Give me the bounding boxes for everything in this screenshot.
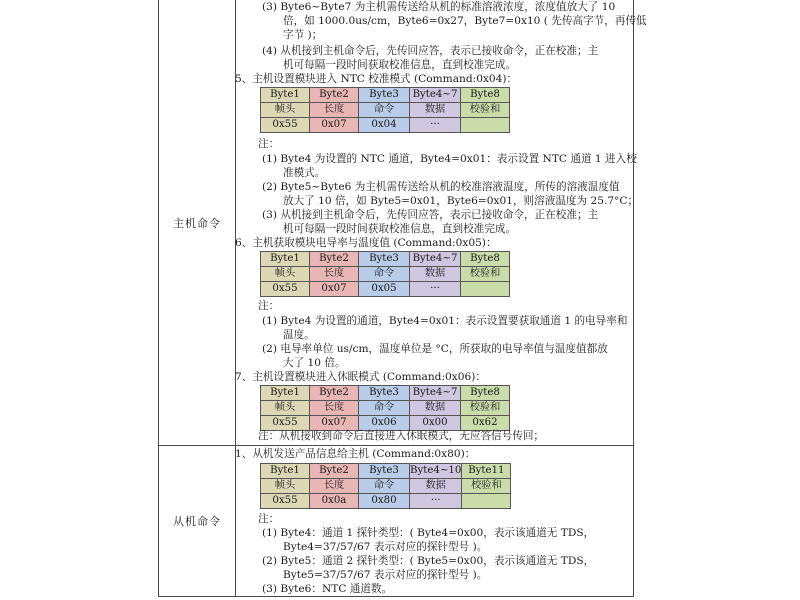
name-cell: 数据: [410, 479, 462, 494]
slave-command-row: [159, 446, 633, 596]
name-cell: 长度: [310, 103, 359, 118]
packet-table-product-info: [260, 463, 511, 509]
name-cell: 校验和: [461, 103, 510, 118]
packet-table-sleep-mode: [260, 385, 510, 431]
text-line: 机可每隔一段时间获取校准信息，直到校准完成。: [283, 59, 517, 71]
header-cell: Byte2: [310, 386, 359, 401]
value-cell: [462, 494, 511, 509]
text-line: (3) Byte6~Byte7 为主机需传送给从机的标准溶液浓度，浓度值放大了 10: [262, 1, 616, 13]
name-cell: 长度: [310, 479, 359, 494]
header-cell: Byte3: [359, 464, 410, 479]
slave-command-label: 从机命令: [159, 446, 236, 596]
text-line: 倍，如 1000.0us/cm，Byte6=0x27，Byte7=0x10 ( 先传高字节，再传低: [283, 15, 647, 27]
header-cell: Byte4~7: [410, 252, 461, 267]
section-heading: 7、主机设置模块进入休眠模式 (Command:0x06)：: [235, 371, 486, 383]
name-cell: 数据: [410, 267, 461, 282]
header-cell: Byte1: [261, 464, 310, 479]
name-cell: 长度: [310, 267, 359, 282]
slave-command-content: [236, 446, 633, 596]
note-label: 注：从机接收到命令后直接进入休眠模式，无应答信号传回；: [258, 430, 545, 442]
text-line: (3) 从机接到主机命令后，先传回应答，表示已接收命令，正在校准；主: [262, 209, 599, 221]
text-line: (1) Byte4：通道 1 探针类型：( Byte4=0x00，表示该通道无 TDS，: [262, 527, 595, 539]
section-heading: 6、主机获取模块电导率与温度值 (Command:0x05)：: [235, 237, 497, 249]
header-cell: Byte1: [261, 386, 310, 401]
value-cell: ···: [410, 118, 461, 133]
value-cell: 0x07: [310, 118, 359, 133]
protocol-document: [158, 0, 647, 597]
section-heading: 1、从机发送产品信息给主机 (Command:0x80)：: [235, 448, 476, 460]
value-cell: 0x04: [359, 118, 410, 133]
name-cell: 帧头: [261, 267, 310, 282]
text-line: 机可每隔一段时间获取校准信息，直到校准完成。: [283, 223, 517, 235]
header-cell: Byte2: [310, 464, 359, 479]
header-cell: Byte4~7: [410, 88, 461, 103]
text-line: (2) Byte5~Byte6 为主机需传送给从机的校准溶液温度，所传的溶液温度值: [262, 181, 620, 193]
value-cell: 0x55: [261, 282, 310, 297]
name-cell: 命令: [359, 103, 410, 118]
header-cell: Byte4~7: [410, 386, 461, 401]
name-cell: 校验和: [461, 401, 510, 416]
value-cell: [461, 118, 510, 133]
note-label: 注：: [258, 138, 280, 150]
value-cell: 0x0a: [310, 494, 359, 509]
text-line: 字节 )；: [283, 29, 323, 41]
text-line: 大了 10 倍。: [283, 357, 346, 369]
text-line: (2) 电导率单位 us/cm，温度单位是 °C，所获取的电导率值与温度值都放: [262, 343, 608, 355]
name-cell: 校验和: [462, 479, 511, 494]
host-command-row: [159, 0, 647, 446]
value-cell: 0x07: [310, 416, 359, 431]
text-line: (3) Byte6：NTC 通道数。: [262, 583, 393, 595]
header-cell: Byte4~10: [410, 464, 462, 479]
text-line: Byte4=37/57/67 表示对应的探针型号 )。: [283, 541, 488, 553]
value-cell: ···: [410, 282, 461, 297]
value-cell: 0x55: [261, 416, 310, 431]
note-label: 注：: [258, 300, 280, 312]
text-line: 放大了 10 倍，如 Byte5=0x01，Byte6=0x01，则溶液温度为 25.7°C；: [283, 195, 639, 207]
header-cell: Byte11: [462, 464, 511, 479]
header-cell: Byte8: [461, 386, 510, 401]
text-line: (1) Byte4 为设置的 NTC 通道，Byte4=0x01：表示设置 NTC 通道 1 进入校: [262, 153, 637, 165]
header-cell: Byte8: [461, 88, 510, 103]
value-cell: 0x55: [261, 118, 310, 133]
header-cell: Byte3: [359, 88, 410, 103]
value-cell: [461, 282, 510, 297]
value-cell: 0x06: [359, 416, 410, 431]
name-cell: 命令: [359, 267, 410, 282]
name-cell: 数据: [410, 401, 461, 416]
name-cell: 校验和: [461, 267, 510, 282]
name-cell: 帧头: [261, 479, 310, 494]
header-cell: Byte1: [261, 88, 310, 103]
text-line: (2) Byte5：通道 2 探针类型：( Byte5=0x00，表示该通道无 TDS，: [262, 555, 595, 567]
text-line: (1) Byte4 为设置的通道，Byte4=0x01：表示设置要获取通道 1 的电导率和: [262, 315, 628, 327]
name-cell: 帧头: [261, 103, 310, 118]
header-cell: Byte1: [261, 252, 310, 267]
text-line: 温度。: [283, 329, 315, 341]
note-label: 注：: [258, 513, 280, 525]
name-cell: 命令: [359, 401, 410, 416]
name-cell: 长度: [310, 401, 359, 416]
section-heading: 5、主机设置模块进入 NTC 校准模式 (Command:0x04)：: [235, 73, 518, 85]
header-cell: Byte2: [310, 88, 359, 103]
text-line: 准模式。: [283, 167, 326, 179]
header-cell: Byte2: [310, 252, 359, 267]
value-cell: 0x55: [261, 494, 310, 509]
value-cell: 0x62: [461, 416, 510, 431]
name-cell: 数据: [410, 103, 461, 118]
value-cell: 0x80: [359, 494, 410, 509]
packet-table-get-conductivity: [260, 251, 510, 297]
header-cell: Byte3: [359, 386, 410, 401]
value-cell: 0x07: [310, 282, 359, 297]
value-cell: ···: [410, 494, 462, 509]
packet-table-ntc-calibration: [260, 87, 510, 133]
value-cell: 0x05: [359, 282, 410, 297]
name-cell: 帧头: [261, 401, 310, 416]
text-line: (4) 从机接到主机命令后，先传回应答，表示已接收命令，正在校准；主: [262, 45, 599, 57]
name-cell: 命令: [359, 479, 410, 494]
header-cell: Byte3: [359, 252, 410, 267]
host-command-content: [235, 0, 647, 445]
text-line: Byte5=37/57/67 表示对应的探针型号 )。: [283, 569, 488, 581]
header-cell: Byte8: [461, 252, 510, 267]
host-command-label: 主机命令: [159, 0, 236, 445]
value-cell: 0x00: [410, 416, 461, 431]
